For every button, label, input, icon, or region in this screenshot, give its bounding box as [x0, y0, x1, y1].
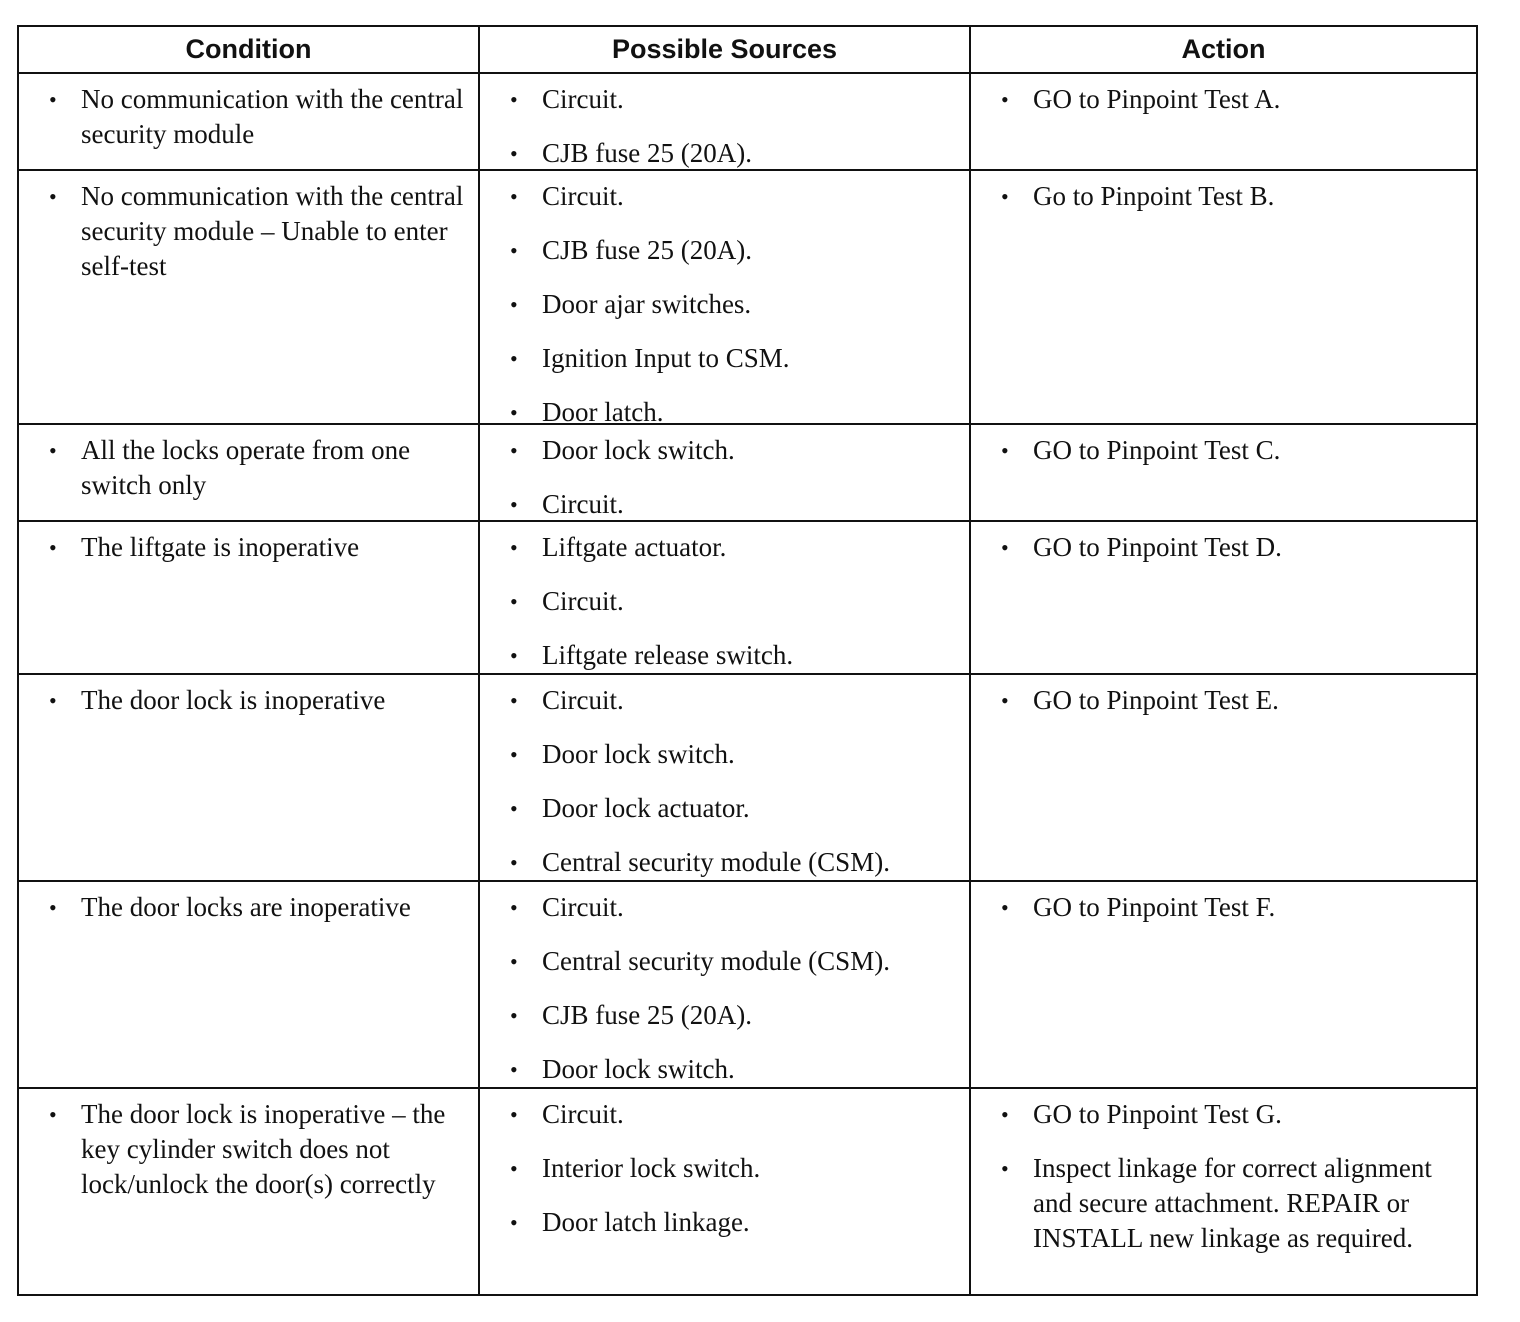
list-item	[510, 136, 959, 171]
bullet-icon: •	[510, 688, 518, 713]
list-item-text: The liftgate is inoperative	[81, 532, 360, 562]
list-item-text: Door latch.	[542, 397, 664, 427]
bullet-icon: •	[510, 492, 518, 517]
bullet-icon: •	[510, 1057, 518, 1082]
table-row	[19, 880, 1476, 1087]
sources-cell	[478, 171, 969, 427]
list-item	[49, 683, 468, 718]
table-row	[19, 673, 1476, 880]
list-item	[510, 890, 959, 925]
list-item	[510, 1151, 959, 1186]
list-item	[1001, 179, 1466, 214]
bullet-icon: •	[510, 1003, 518, 1028]
bullet-icon: •	[49, 895, 57, 920]
list-item-text: CJB fuse 25 (20A).	[542, 235, 752, 265]
bullet-icon: •	[1001, 535, 1009, 560]
condition-cell	[19, 1089, 478, 1294]
list-item	[49, 433, 468, 503]
action-cell	[969, 74, 1476, 169]
list-item-text: Door latch linkage.	[542, 1207, 750, 1237]
bullet-icon: •	[510, 292, 518, 317]
list-item-text: Circuit.	[542, 84, 624, 114]
action-cell	[969, 675, 1476, 880]
header-condition: Condition	[185, 34, 312, 64]
table-header-row	[19, 27, 1476, 72]
list-item-text: GO to Pinpoint Test C.	[1033, 435, 1281, 465]
bullet-icon: •	[1001, 184, 1009, 209]
condition-cell	[19, 522, 478, 673]
list-item	[510, 341, 959, 376]
action-cell	[969, 882, 1476, 1087]
list-item	[510, 845, 959, 880]
list-item-text: GO to Pinpoint Test F.	[1033, 892, 1276, 922]
bullet-icon: •	[49, 87, 57, 112]
list-item	[49, 890, 468, 925]
list-item-text: CJB fuse 25 (20A).	[542, 138, 752, 168]
bullet-icon: •	[1001, 688, 1009, 713]
condition-cell	[19, 171, 478, 423]
list-item	[49, 530, 468, 565]
bullet-icon: •	[1001, 87, 1009, 112]
list-item-text: GO to Pinpoint Test A.	[1033, 84, 1281, 114]
bullet-icon: •	[510, 1102, 518, 1127]
header-action: Action	[969, 27, 1476, 72]
bullet-icon: •	[1001, 895, 1009, 920]
list-item	[1001, 1151, 1466, 1256]
bullet-icon: •	[510, 438, 518, 463]
list-item-text: Interior lock switch.	[542, 1153, 761, 1183]
list-item	[510, 1097, 959, 1132]
list-item	[510, 1205, 959, 1240]
bullet-icon: •	[510, 1156, 518, 1181]
list-item-text: No communication with the central security module – Unable to enter self-test	[81, 181, 464, 281]
list-item	[510, 530, 959, 565]
bullet-icon: •	[49, 1102, 57, 1127]
action-cell	[969, 522, 1476, 673]
bullet-icon: •	[510, 346, 518, 371]
list-item-text: Circuit.	[542, 489, 624, 519]
list-item-text: Door ajar switches.	[542, 289, 752, 319]
list-item-text: Circuit.	[542, 181, 624, 211]
bullet-icon: •	[510, 238, 518, 263]
list-item	[510, 737, 959, 772]
table-row	[19, 1087, 1476, 1294]
list-item	[1001, 1097, 1466, 1132]
list-item-text: The door lock is inoperative – the key cylinder switch does not lock/unlock the door(s) correctly	[81, 1099, 446, 1199]
sources-cell	[478, 74, 969, 169]
bullet-icon: •	[49, 184, 57, 209]
bullet-icon: •	[510, 184, 518, 209]
sources-cell	[478, 425, 969, 520]
list-item-text: Central security module (CSM).	[542, 946, 890, 976]
condition-cell	[19, 675, 478, 880]
bullet-icon: •	[510, 400, 518, 425]
list-item	[510, 287, 959, 322]
bullet-icon: •	[510, 850, 518, 875]
list-item	[1001, 530, 1466, 565]
list-item	[1001, 890, 1466, 925]
action-cell	[969, 171, 1476, 423]
list-item-text: Door lock actuator.	[542, 793, 750, 823]
table-row	[19, 72, 1476, 169]
bullet-icon: •	[49, 688, 57, 713]
list-item	[510, 683, 959, 718]
list-item	[510, 1052, 959, 1087]
sources-cell	[478, 675, 969, 880]
list-item-text: Go to Pinpoint Test B.	[1033, 181, 1275, 211]
list-item-text: All the locks operate from one switch only	[81, 435, 411, 500]
table-row	[19, 520, 1476, 673]
list-item-text: GO to Pinpoint Test G.	[1033, 1099, 1282, 1129]
list-item-text: No communication with the central security module	[81, 84, 464, 149]
bullet-icon: •	[510, 643, 518, 668]
list-item-text: GO to Pinpoint Test E.	[1033, 685, 1279, 715]
bullet-icon: •	[510, 949, 518, 974]
list-item-text: Circuit.	[542, 892, 624, 922]
list-item-text: Circuit.	[542, 586, 624, 616]
list-item	[1001, 683, 1466, 718]
list-item	[510, 233, 959, 268]
list-item	[510, 791, 959, 826]
table-row	[19, 423, 1476, 520]
list-item	[510, 179, 959, 214]
list-item	[510, 584, 959, 619]
list-item-text: The door lock is inoperative	[81, 685, 386, 715]
list-item-text: Liftgate release switch.	[542, 640, 794, 670]
bullet-icon: •	[510, 141, 518, 166]
list-item-text: Circuit.	[542, 685, 624, 715]
list-item	[510, 638, 959, 673]
bullet-icon: •	[1001, 1102, 1009, 1127]
bullet-icon: •	[1001, 1156, 1009, 1181]
list-item-text: Door lock switch.	[542, 739, 735, 769]
list-item-text: The door locks are inoperative	[81, 892, 411, 922]
bullet-icon: •	[510, 87, 518, 112]
list-item-text: Inspect linkage for correct alignment and secure attachment. REPAIR or INSTALL new linkage as required.	[1033, 1153, 1432, 1253]
list-item	[1001, 433, 1466, 468]
bullet-icon: •	[49, 535, 57, 560]
list-item-text: Liftgate actuator.	[542, 532, 727, 562]
list-item-text: CJB fuse 25 (20A).	[542, 1000, 752, 1030]
sources-cell	[478, 1089, 969, 1294]
table-row	[19, 169, 1476, 427]
action-cell	[969, 1089, 1476, 1294]
list-item-text: Door lock switch.	[542, 435, 735, 465]
condition-cell	[19, 74, 478, 169]
list-item	[49, 82, 468, 152]
bullet-icon: •	[510, 895, 518, 920]
bullet-icon: •	[510, 589, 518, 614]
list-item	[49, 179, 468, 284]
bullet-icon: •	[510, 1210, 518, 1235]
list-item	[510, 433, 959, 468]
list-item	[49, 1097, 468, 1202]
bullet-icon: •	[49, 438, 57, 463]
condition-cell	[19, 425, 478, 520]
diagnosis-table	[17, 25, 1478, 1296]
list-item-text: Door lock switch.	[542, 1054, 735, 1084]
bullet-icon: •	[510, 796, 518, 821]
list-item-text: Central security module (CSM).	[542, 847, 890, 877]
list-item	[510, 487, 959, 522]
table-body	[19, 72, 1476, 1294]
action-cell	[969, 425, 1476, 520]
list-item	[510, 82, 959, 117]
bullet-icon: •	[1001, 438, 1009, 463]
bullet-icon: •	[510, 742, 518, 767]
condition-cell	[19, 882, 478, 1087]
list-item-text: GO to Pinpoint Test D.	[1033, 532, 1282, 562]
list-item	[510, 944, 959, 979]
bullet-icon: •	[510, 535, 518, 560]
header-possible-sources: Possible Sources	[478, 27, 969, 72]
sources-cell	[478, 522, 969, 673]
list-item-text: Ignition Input to CSM.	[542, 343, 790, 373]
sources-cell	[478, 882, 969, 1087]
list-item-text: Circuit.	[542, 1099, 624, 1129]
list-item	[1001, 82, 1466, 117]
list-item	[510, 998, 959, 1033]
